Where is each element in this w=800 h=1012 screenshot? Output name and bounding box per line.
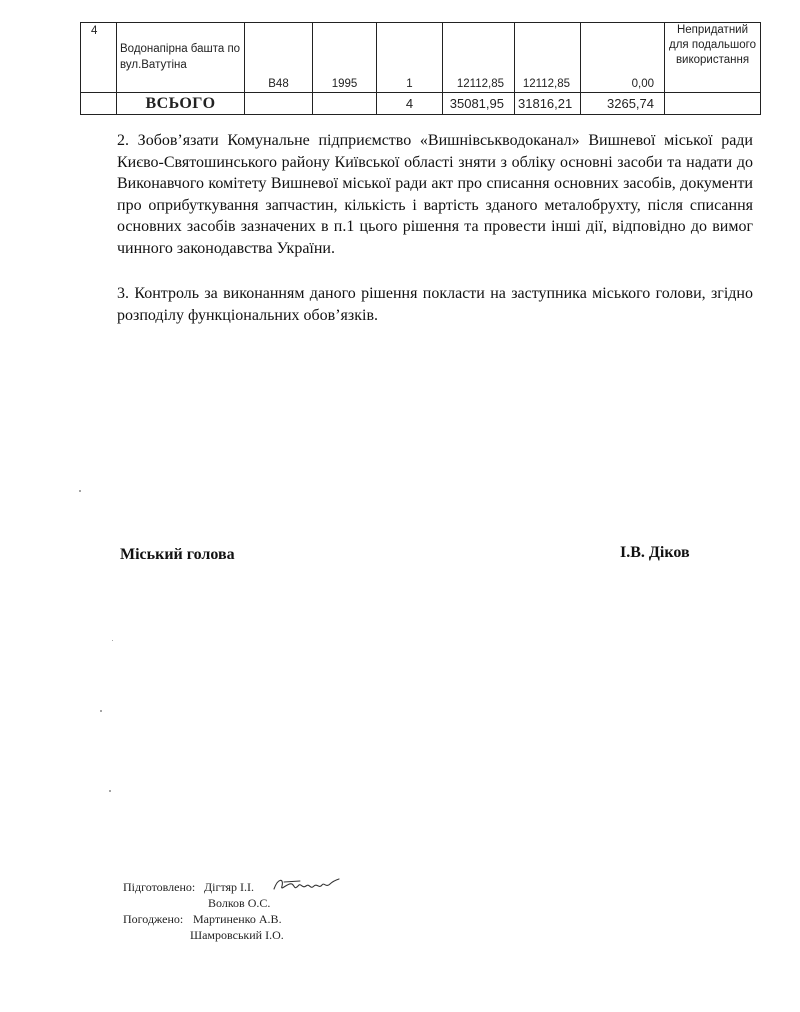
asset-wear: 12112,85 [515, 23, 581, 93]
asset-code: В48 [245, 23, 313, 93]
total-empty-cell [245, 93, 313, 115]
signature-name: І.В. Діков [620, 544, 690, 561]
handwritten-signature-mark [270, 874, 342, 896]
total-quantity: 4 [377, 93, 443, 115]
total-empty-cell [81, 93, 117, 115]
asset-quantity: 1 [377, 23, 443, 93]
total-initial-value: 35081,95 [443, 93, 515, 115]
agreed-by-1: Мартиненко А.В. [193, 912, 282, 926]
asset-initial-value: 12112,85 [443, 23, 515, 93]
total-empty-cell [313, 93, 377, 115]
table-row [81, 23, 761, 93]
asset-year: 1995 [313, 23, 377, 93]
scan-speck [79, 490, 81, 492]
scan-speck [100, 710, 102, 712]
total-wear: 31816,21 [515, 93, 581, 115]
agreed-by-2: Шамровський І.О. [190, 928, 284, 942]
total-label: ВСЬОГО [117, 93, 245, 115]
paragraph-2: 2. Зобов’язати Комунальне підприємство «Вишнівськводоканал» Вишневої міської ради Києво-Святошинського району Київської області зняти з обліку основні засоби та надати до Виконавчого комітету Вишневої міської ради акт про списання основних засобів, документи про оприбуткування запчастин, кількість і вартість зданого металобрухту, після списання основних засобів зазначених в п.1 цього рішення та провести інші дії, відповідно до вимог чинного законодавства України. [117, 132, 753, 257]
agreed-label: Погоджено: [123, 912, 184, 926]
total-residual-value: 3265,74 [581, 93, 665, 115]
assets-table [80, 22, 761, 115]
scan-speck [109, 790, 111, 792]
prepared-label: Підготовлено: [123, 880, 196, 894]
signature-title: Міський голова [120, 546, 235, 563]
asset-residual-value: 0,00 [581, 23, 665, 93]
scan-speck [112, 640, 113, 641]
prepared-by-1: Дігтяр І.І. [204, 880, 255, 894]
asset-status: Непридатний для подальшого використання [665, 23, 761, 93]
paragraph-3: 3. Контроль за виконанням даного рішення покласти на заступника міського голови, згідно розподілу функціональних обов’язків. [117, 285, 753, 324]
table-total-row [81, 93, 761, 115]
prepared-by-2: Волков О.С. [208, 896, 271, 910]
row-number: 4 [81, 23, 117, 93]
asset-name: Водонапірна башта по вул.Ватутіна [117, 23, 245, 93]
total-empty-cell [665, 93, 761, 115]
